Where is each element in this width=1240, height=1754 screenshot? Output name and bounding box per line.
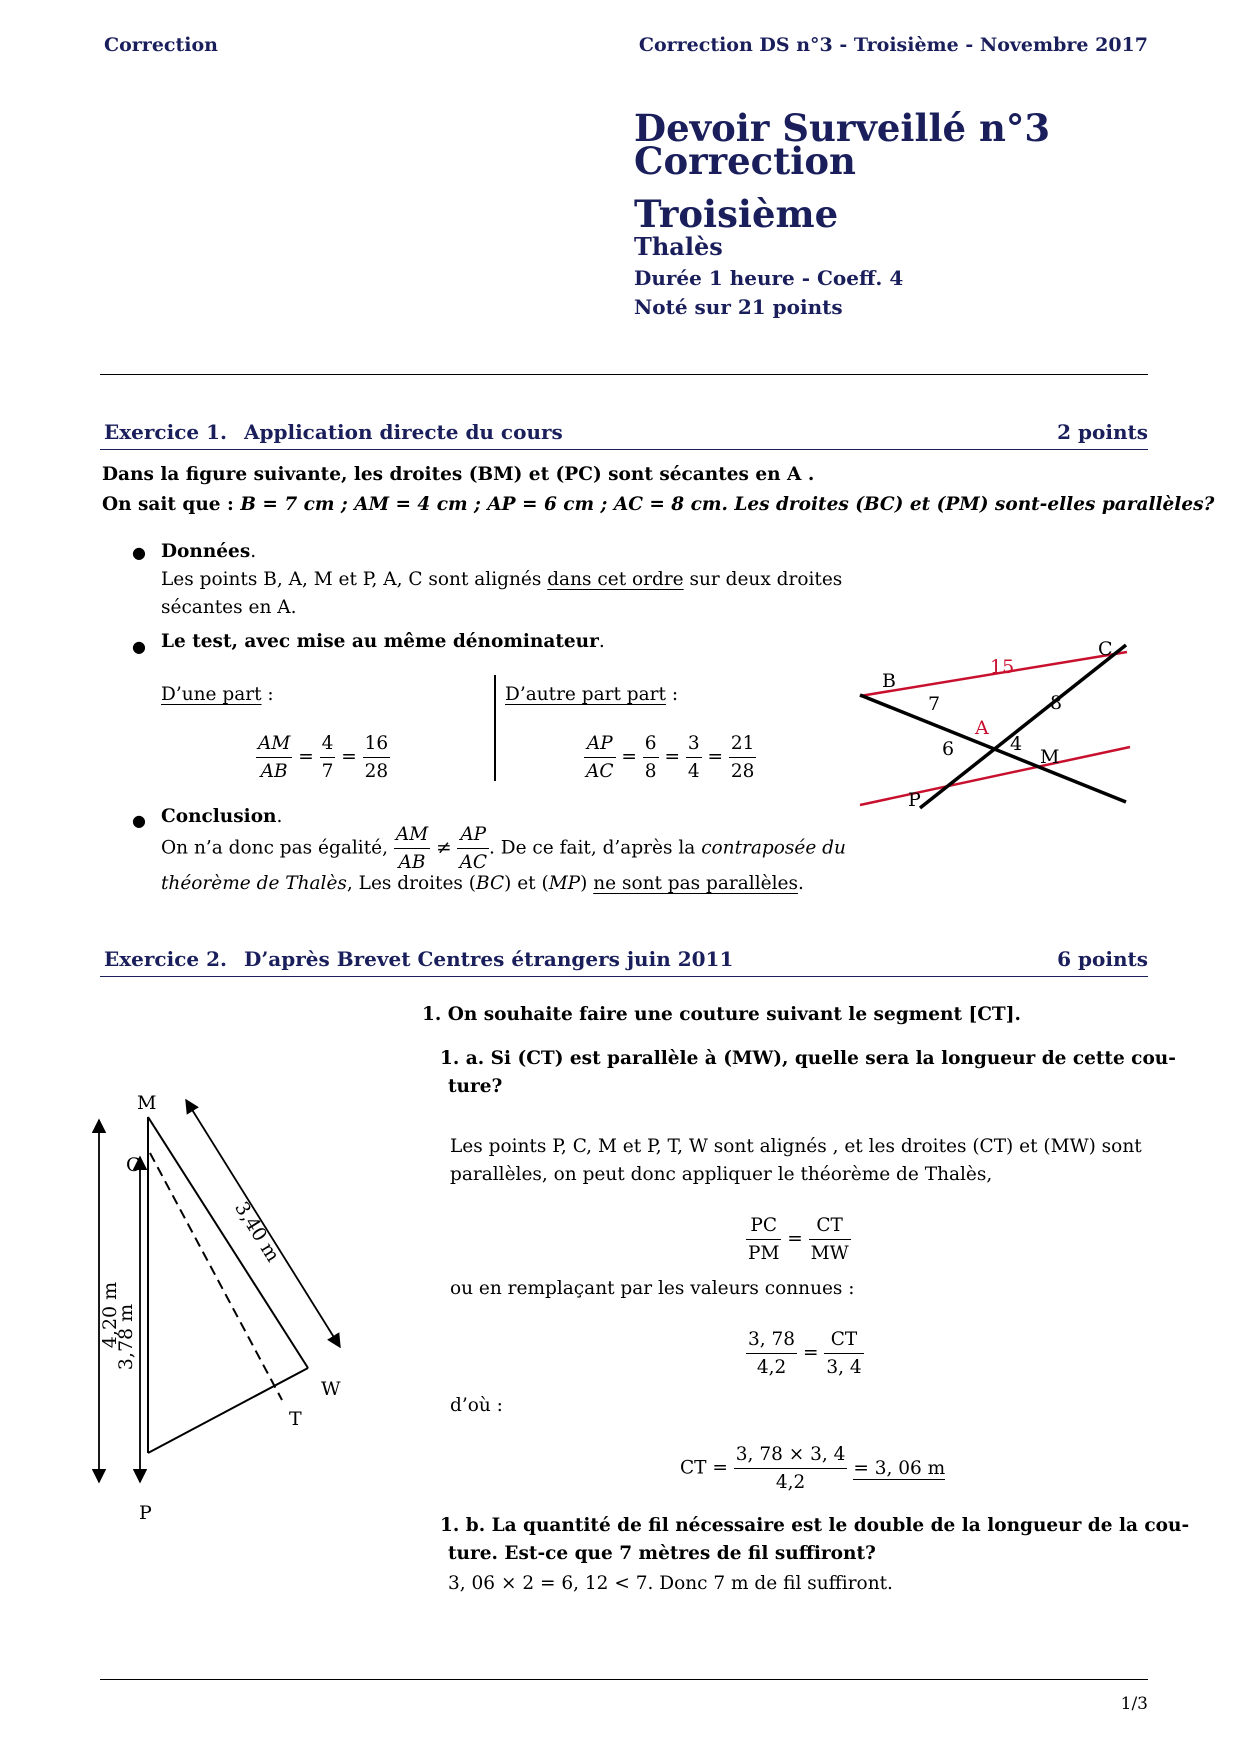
ex2-equation2: $\frac{3, 78}{4,2}$ = $\frac{CT}{3, 4}$ — [746, 1326, 864, 1381]
label-15: 15 — [990, 656, 1015, 678]
label-4: 4 — [1010, 733, 1023, 755]
line-pm — [860, 747, 1130, 805]
ex1-statement1: Dans la figure suivante, les droites (BM) et (PC) sont sécantes en A . — [102, 464, 815, 485]
ex1-part1-label: D’une part : — [161, 684, 274, 705]
segment-pw — [148, 1368, 308, 1453]
ex2-answer2: 3, 06 × 2 = 6, 12 < 7. Donc 7 m de fil suffiront. — [448, 1573, 893, 1594]
ex2-q1a: 1. a. Si (CT) est parallèle à (MW), quelle sera la longueur de cette cou- ture? — [440, 1048, 1176, 1097]
label-p: P — [908, 789, 921, 811]
ex2-equation3: CT = $\frac{3, 78 \times 3, 4}{4,2}$ = 3, 06 m — [680, 1441, 945, 1496]
ex2-q1b: 1. b. La quantité de fil nécessaire est le double de la longueur de la cou- ture. Est-ce que 7 mètres de fil suffiront? — [440, 1515, 1190, 1564]
ex2-q1: 1. On souhaite faire une couture suivant le segment [CT]. — [422, 1004, 1021, 1025]
label-6: 6 — [942, 738, 955, 760]
footer-rule — [100, 1679, 1148, 1680]
ex2-header — [104, 947, 1148, 971]
ex2-title: D’après Brevet Centres étrangers juin 2011 — [244, 947, 734, 971]
header-right: Correction DS n°3 - Troisième - Novembre 2017 — [638, 34, 1148, 56]
ex1-label: Exercice 1. — [104, 420, 227, 444]
title-line1: Devoir Surveillé n°3 — [634, 106, 1051, 150]
ex2-points: 6 points — [1057, 947, 1148, 971]
bullet-icon: ● — [132, 811, 146, 830]
ex1-fraction2: $\frac{AP}{AC}$ = $\frac{6}{8}$ = $\frac{3}{4}$ = $\frac{21}{28}$ — [584, 730, 756, 785]
ex2-figure — [86, 1085, 366, 1525]
label-pm-length: 4,20 m — [99, 1281, 121, 1349]
ex2-answer1: Les points P, C, M et P, T, W sont alignés , et les droites (CT) et (MW) sont parallèles, on peut donc appliquer le théorème de Thalès, — [450, 1136, 1142, 1185]
title-topic: Thalès — [634, 232, 723, 261]
label-c: C — [1098, 638, 1113, 660]
ex2-label: Exercice 2. — [104, 947, 227, 971]
ex1-points: 2 points — [1057, 420, 1148, 444]
ex2-dou-text: d’où : — [450, 1395, 503, 1416]
label-p: P — [139, 1502, 152, 1524]
label-mw-length: 3,40 m — [230, 1197, 285, 1266]
label-w: W — [321, 1378, 341, 1400]
header-left: Correction — [104, 34, 218, 56]
ex2-equation1: $\frac{PC}{PM}$ = $\frac{CT}{MW}$ — [746, 1212, 851, 1267]
ex1-conclusion-line1: On n’a donc pas égalité, $\frac{AM}{AB}$ ≠ $\frac{AP}{AC}$ . De ce fait, d’après la contraposée du — [161, 821, 846, 876]
ex1-header — [104, 420, 1148, 444]
bullet-icon: ● — [132, 637, 146, 656]
label-7: 7 — [928, 693, 941, 715]
ex1-part2-label: D’autre part part : — [505, 684, 679, 705]
label-m: M — [1040, 746, 1060, 768]
label-8: 8 — [1050, 692, 1063, 714]
ex1-rule — [100, 449, 1148, 450]
title-block — [634, 106, 1051, 321]
title-line2: Correction — [634, 139, 856, 183]
label-t: T — [289, 1408, 302, 1430]
title-points: Noté sur 21 points — [634, 295, 843, 319]
ex1-statement2: On sait que : B = 7 cm ; AM = 4 cm ; AP = 6 cm ; AC = 8 cm. Les droites (BC) et (PM) sont-elles parallèles? — [102, 494, 1215, 515]
page-number: 1/3 — [1120, 1694, 1148, 1714]
title-duration: Durée 1 heure - Coeff. 4 — [634, 266, 904, 290]
label-pc-length: 3,78 m — [115, 1303, 137, 1371]
ex1-separator — [494, 675, 496, 781]
label-m: M — [137, 1092, 157, 1114]
label-b: B — [882, 670, 896, 692]
ex1-conclusion-line2: théorème de Thalès, Les droites (BC) et (MP) ne sont pas parallèles. — [161, 873, 804, 894]
title-level: Troisième — [634, 192, 839, 236]
ex1-test-label: Le test, avec mise au même dénominateur. — [161, 631, 605, 652]
ex1-title: Application directe du cours — [244, 420, 563, 444]
ex2-rule — [100, 976, 1148, 977]
ex1-donnees: Données. Les points B, A, M et P, A, C sont alignés dans cet ordre sur deux droites sécantes en A. — [161, 541, 843, 618]
label-a: A — [975, 717, 989, 739]
bullet-icon: ● — [132, 543, 146, 562]
ex2-replace-text: ou en remplaçant par les valeurs connues : — [450, 1278, 855, 1299]
label-c: C — [126, 1154, 141, 1176]
ex1-figure — [840, 630, 1140, 820]
ex1-fraction1: $\frac{AM}{AB}$ = $\frac{4}{7}$ = $\frac{16}{28}$ — [256, 730, 390, 785]
segment-ct — [150, 1153, 285, 1400]
segment-mw — [148, 1117, 308, 1368]
top-divider — [100, 374, 1148, 375]
ex1-conclusion-label: Conclusion. — [161, 806, 283, 827]
